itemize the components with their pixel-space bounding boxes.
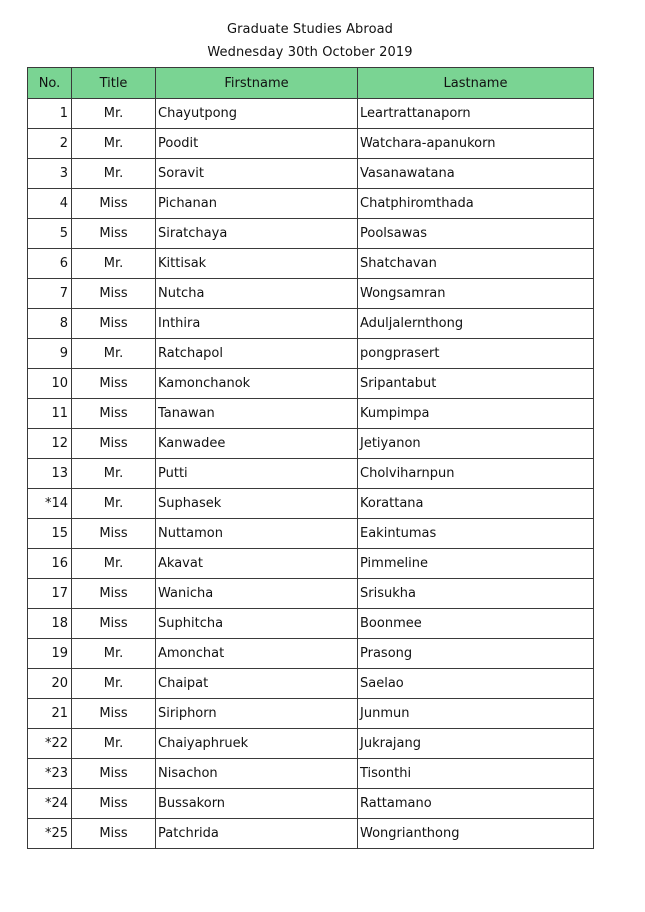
cell-lastname: Rattamano <box>358 789 594 819</box>
table-row <box>28 819 594 849</box>
cell-firstname: Bussakorn <box>156 789 358 819</box>
cell-firstname: Suphitcha <box>156 609 358 639</box>
cell-lastname: Wongrianthong <box>358 819 594 849</box>
table-row <box>28 159 594 189</box>
table-row <box>28 669 594 699</box>
cell-title: Mr. <box>72 159 156 189</box>
cell-firstname: Chaipat <box>156 669 358 699</box>
cell-no: 16 <box>28 549 72 579</box>
cell-lastname: Jetiyanon <box>358 429 594 459</box>
column-header-title: Title <box>72 68 156 99</box>
table-row <box>28 489 594 519</box>
table-row <box>28 309 594 339</box>
cell-no: *24 <box>28 789 72 819</box>
table-row <box>28 729 594 759</box>
document-date: Wednesday 30th October 2019 <box>207 45 413 60</box>
cell-lastname: Poolsawas <box>358 219 594 249</box>
cell-title: Miss <box>72 789 156 819</box>
cell-firstname: Soravit <box>156 159 358 189</box>
cell-lastname: Tisonthi <box>358 759 594 789</box>
cell-lastname: Prasong <box>358 639 594 669</box>
table-row <box>28 219 594 249</box>
cell-firstname: Nisachon <box>156 759 358 789</box>
column-header-firstname: Firstname <box>156 68 358 99</box>
cell-firstname: Kamonchanok <box>156 369 358 399</box>
table-row <box>28 639 594 669</box>
cell-lastname: Sripantabut <box>358 369 594 399</box>
cell-title: Miss <box>72 609 156 639</box>
cell-lastname: Vasanawatana <box>358 159 594 189</box>
cell-no: 15 <box>28 519 72 549</box>
cell-lastname: Korattana <box>358 489 594 519</box>
cell-firstname: Suphasek <box>156 489 358 519</box>
cell-lastname: Shatchavan <box>358 249 594 279</box>
table-row <box>28 339 594 369</box>
cell-firstname: Nutcha <box>156 279 358 309</box>
cell-firstname: Kanwadee <box>156 429 358 459</box>
cell-firstname: Wanicha <box>156 579 358 609</box>
cell-title: Mr. <box>72 339 156 369</box>
cell-no: *23 <box>28 759 72 789</box>
cell-lastname: Cholviharnpun <box>358 459 594 489</box>
cell-firstname: Tanawan <box>156 399 358 429</box>
cell-no: 19 <box>28 639 72 669</box>
cell-lastname: Jukrajang <box>358 729 594 759</box>
cell-firstname: Pichanan <box>156 189 358 219</box>
cell-no: 20 <box>28 669 72 699</box>
cell-title: Miss <box>72 369 156 399</box>
table-row <box>28 759 594 789</box>
column-header-no: No. <box>28 68 72 99</box>
cell-no: 6 <box>28 249 72 279</box>
table-row <box>28 249 594 279</box>
cell-lastname: Wongsamran <box>358 279 594 309</box>
cell-title: Miss <box>72 219 156 249</box>
cell-title: Miss <box>72 429 156 459</box>
cell-firstname: Poodit <box>156 129 358 159</box>
cell-firstname: Patchrida <box>156 819 358 849</box>
table-row <box>28 189 594 219</box>
header-row <box>28 68 594 99</box>
cell-firstname: Inthira <box>156 309 358 339</box>
column-header-lastname: Lastname <box>358 68 594 99</box>
cell-title: Mr. <box>72 459 156 489</box>
cell-title: Miss <box>72 309 156 339</box>
cell-firstname: Nuttamon <box>156 519 358 549</box>
cell-lastname: Kumpimpa <box>358 399 594 429</box>
cell-lastname: Saelao <box>358 669 594 699</box>
cell-title: Mr. <box>72 549 156 579</box>
table-row <box>28 579 594 609</box>
cell-title: Mr. <box>72 249 156 279</box>
cell-lastname: Leartrattanaporn <box>358 99 594 129</box>
table-row <box>28 369 594 399</box>
cell-title: Mr. <box>72 129 156 159</box>
table-row <box>28 429 594 459</box>
table-row <box>28 519 594 549</box>
document-title: Graduate Studies Abroad <box>226 22 394 37</box>
table-header <box>28 68 594 99</box>
cell-title: Mr. <box>72 489 156 519</box>
cell-no: *25 <box>28 819 72 849</box>
cell-no: 10 <box>28 369 72 399</box>
cell-title: Miss <box>72 279 156 309</box>
table-row <box>28 699 594 729</box>
cell-no: 7 <box>28 279 72 309</box>
cell-firstname: Siriphorn <box>156 699 358 729</box>
cell-no: 18 <box>28 609 72 639</box>
cell-title: Miss <box>72 189 156 219</box>
table-row <box>28 399 594 429</box>
cell-title: Miss <box>72 819 156 849</box>
cell-no: *14 <box>28 489 72 519</box>
cell-lastname: Chatphiromthada <box>358 189 594 219</box>
cell-firstname: Chaiyaphruek <box>156 729 358 759</box>
table-body <box>28 99 594 849</box>
cell-no: 21 <box>28 699 72 729</box>
cell-firstname: Kittisak <box>156 249 358 279</box>
cell-no: *22 <box>28 729 72 759</box>
table-row <box>28 549 594 579</box>
cell-lastname: Boonmee <box>358 609 594 639</box>
cell-firstname: Ratchapol <box>156 339 358 369</box>
cell-no: 9 <box>28 339 72 369</box>
table-row <box>28 789 594 819</box>
cell-title: Mr. <box>72 669 156 699</box>
cell-title: Miss <box>72 759 156 789</box>
cell-lastname: pongprasert <box>358 339 594 369</box>
cell-firstname: Amonchat <box>156 639 358 669</box>
cell-no: 4 <box>28 189 72 219</box>
cell-no: 2 <box>28 129 72 159</box>
table-row <box>28 279 594 309</box>
cell-firstname: Chayutpong <box>156 99 358 129</box>
cell-no: 1 <box>28 99 72 129</box>
cell-title: Mr. <box>72 639 156 669</box>
cell-lastname: Pimmeline <box>358 549 594 579</box>
cell-no: 13 <box>28 459 72 489</box>
cell-firstname: Putti <box>156 459 358 489</box>
student-table <box>27 67 594 849</box>
cell-title: Miss <box>72 579 156 609</box>
cell-firstname: Akavat <box>156 549 358 579</box>
cell-lastname: Junmun <box>358 699 594 729</box>
cell-no: 3 <box>28 159 72 189</box>
cell-no: 11 <box>28 399 72 429</box>
cell-title: Mr. <box>72 99 156 129</box>
cell-title: Miss <box>72 399 156 429</box>
cell-no: 5 <box>28 219 72 249</box>
table-row <box>28 129 594 159</box>
cell-title: Miss <box>72 519 156 549</box>
cell-lastname: Srisukha <box>358 579 594 609</box>
cell-title: Mr. <box>72 729 156 759</box>
cell-lastname: Aduljalernthong <box>358 309 594 339</box>
cell-no: 17 <box>28 579 72 609</box>
cell-no: 8 <box>28 309 72 339</box>
cell-lastname: Watchara-apanukorn <box>358 129 594 159</box>
table-row <box>28 99 594 129</box>
table-row <box>28 609 594 639</box>
table-row <box>28 459 594 489</box>
cell-title: Miss <box>72 699 156 729</box>
cell-firstname: Siratchaya <box>156 219 358 249</box>
cell-lastname: Eakintumas <box>358 519 594 549</box>
cell-no: 12 <box>28 429 72 459</box>
